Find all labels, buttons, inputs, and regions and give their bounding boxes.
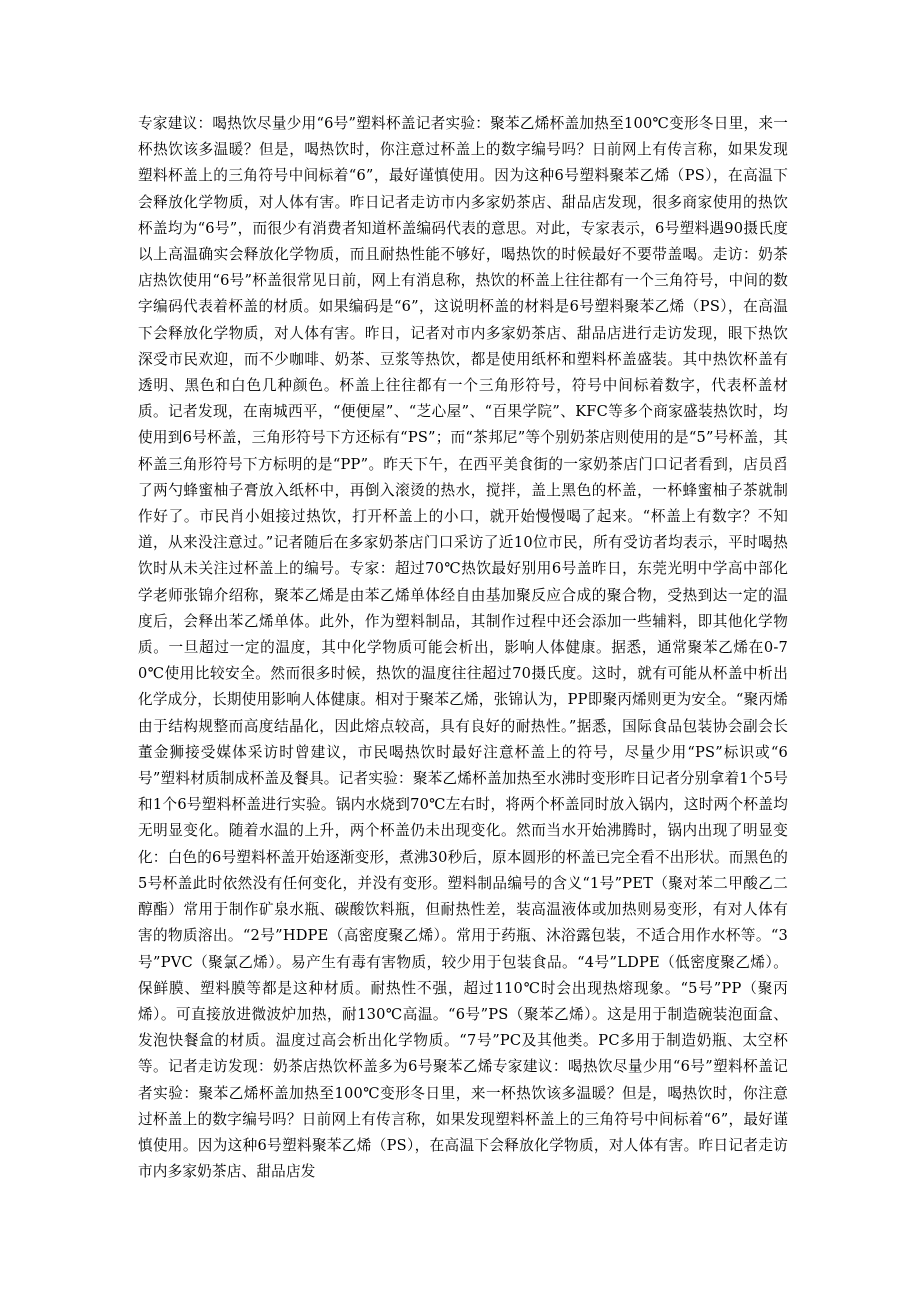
- article-body-text: 专家建议：喝热饮尽量少用“6号”塑料杯盖记者实验：聚苯乙烯杯盖加热至100℃变形冬日里，来一杯热饮该多温暖？但是，喝热饮时，你注意过杯盖上的数字编号吗？日前网上有传言称，如果发现塑料杯盖上的三角符号中间标着“6”，最好谨慎使用。因为这种6号塑料聚苯乙烯（PS），在高温下会释放化学物质，对人体有害。昨日记者走访市内多家奶茶店、甜品店发现，很多商家使用的热饮杯盖均为“6号”，而很少有消费者知道杯盖编码代表的意思。对此，专家表示，6号塑料遇90摄氏度以上高温确实会释放化学物质，而且耐热性能不够好，喝热饮的时候最好不要带盖喝。走访：奶茶店热饮使用“6号”杯盖很常见日前，网上有消息称，热饮的杯盖上往往都有一个三角符号，中间的数字编码代表着杯盖的材质。如果编码是“6”，这说明杯盖的材料是6号塑料聚苯乙烯（PS），在高温下会释放化学物质，对人体有害。昨日，记者对市内多家奶茶店、甜品店进行走访发现，眼下热饮深受市民欢迎，而不少咖啡、奶茶、豆浆等热饮，都是使用纸杯和塑料杯盖盛装。其中热饮杯盖有透明、黑色和白色几种颜色。杯盖上往往都有一个三角形符号，符号中间标着数字，代表杯盖材质。记者发现，在南城西平，“便便屋”、“芝心屋”、“百果学院”、KFC等多个商家盛装热饮时，均使用到6号杯盖，三角形符号下方还标有“PS”；而“茶邦尼”等个别奶茶店则使用的是“5”号杯盖，其杯盖三角形符号下方标明的是“PP”。昨天下午，在西平美食街的一家奶茶店门口记者看到，店员舀了两勺蜂蜜柚子膏放入纸杯中，再倒入滚烫的热水，搅拌，盖上黑色的杯盖，一杯蜂蜜柚子茶就制作好了。市民肖小姐接过热饮，打开杯盖上的小口，就开始慢慢喝了起来。“杯盖上有数字？不知道，从来没注意过。”记者随后在多家奶茶店门口采访了近10位市民，所有受访者均表示，平时喝热饮时从未关注过杯盖上的编号。专家：超过70℃热饮最好别用6号盖昨日，东莞光明中学高中部化学老师张锦介绍称，聚苯乙烯是由苯乙烯单体经自由基加聚反应合成的聚合物，受热到达一定的温度后，会释出苯乙烯单体。此外，作为塑料制品，其制作过程中还会添加一些辅料，即其他化学物质。一旦超过一定的温度，其中化学物质可能会析出，影响人体健康。据悉，通常聚苯乙烯在0-70℃使用比较安全。然而很多时候，热饮的温度往往超过70摄氏度。这时，就有可能从杯盖中析出化学成分，长期使用影响人体健康。相对于聚苯乙烯，张锦认为，PP即聚丙烯则更为安全。“聚丙烯由于结构规整而高度结晶化，因此熔点较高，具有良好的耐热性。”据悉，国际食品包装协会副会长董金狮接受媒体采访时曾建议，市民喝热饮时最好注意杯盖上的符号，尽量少用“PS”标识或“6号”塑料材质制成杯盖及餐具。记者实验：聚苯乙烯杯盖加热至水沸时变形昨日记者分别拿着1个5号和1个6号塑料杯盖进行实验。锅内水烧到70℃左右时，将两个杯盖同时放入锅内，这时两个杯盖均无明显变化。随着水温的上升，两个杯盖仍未出现变化。然而当水开始沸腾时，锅内出现了明显变化：白色的6号塑料杯盖开始逐渐变形，煮沸30秒后，原本圆形的杯盖已完全看不出形状。而黑色的5号杯盖此时依然没有任何变化，并没有变形。塑料制品编号的含义“1号”PET（聚对苯二甲酸乙二醇酯）常用于制作矿泉水瓶、碳酸饮料瓶，但耐热性差，装高温液体或加热则易变形，有对人体有害的物质溶出。“2号”HDPE（高密度聚乙烯）。常用于药瓶、沐浴露包装，不适合用作水杯等。“3号”PVC（聚氯乙烯）。易产生有毒有害物质，较少用于包装食品。“4号”LDPE（低密度聚乙烯）。保鲜膜、塑料膜等都是这种材质。耐热性不强，超过110℃时会出现热熔现象。“5号”PP（聚丙烯）。可直接放进微波炉加热，耐130℃高温。“6号”PS（聚苯乙烯）。这是用于制造碗装泡面盒、发泡快餐盒的材质。温度过高会析出化学物质。“7号”PC及其他类。PC多用于制造奶瓶、太空杯等。记者走访发现：奶茶店热饮杯盖多为6号聚苯乙烯专家建议：喝热饮尽量少用“6号”塑料杯盖记者实验：聚苯乙烯杯盖加热至100℃变形冬日里，来一杯热饮该多温暖？但是，喝热饮时，你注意过杯盖上的数字编号吗？日前网上有传言称，如果发现塑料杯盖上的三角符号中间标着“6”，最好谨慎使用。因为这种6号塑料聚苯乙烯（PS），在高温下会释放化学物质，对人体有害。昨日记者走访市内多家奶茶店、甜品店发: [138, 115, 788, 1181]
